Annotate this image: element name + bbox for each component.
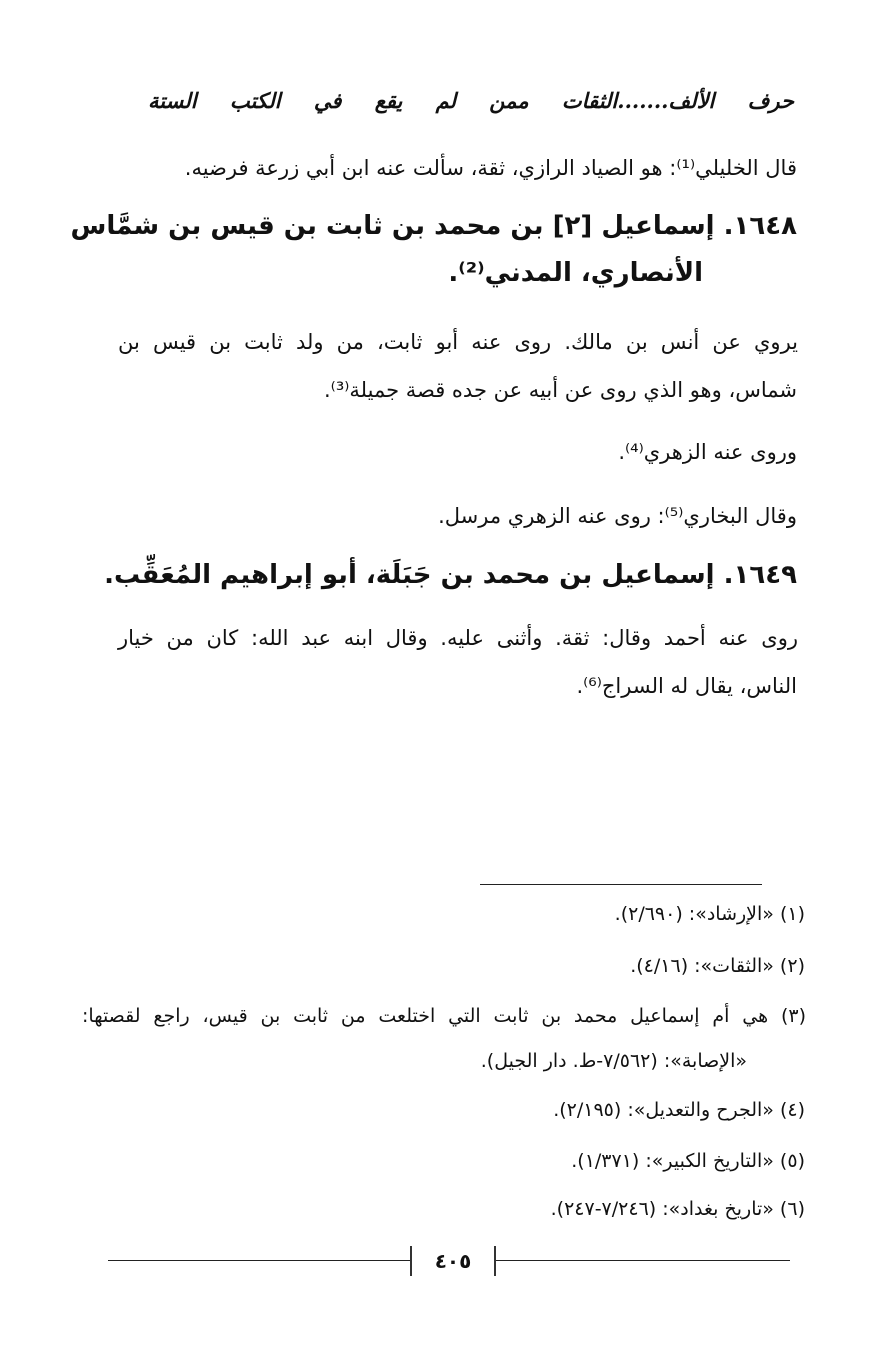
footnote-6: (٦) «تاريخ بغداد»: (٧/٢٤٦-٢٤٧). xyxy=(550,1198,805,1220)
page-number: ٤٠٥ xyxy=(410,1246,496,1276)
entry-1648-title-line2: الأنصاري، المدني⁽²⁾. xyxy=(448,258,703,288)
paragraph-1649-line1: روى عنه أحمد وقال: ثقة. وأثنى عليه. وقال ابنه عبد الله: كان من خيار xyxy=(118,626,798,650)
paragraph-khalili: قال الخليلي⁽¹⁾: هو الصياد الرازي، ثقة، سألت عنه ابن أبي زرعة فرضيه. xyxy=(184,156,797,180)
paragraph-1648-line2: شماس، وهو الذي روى عن أبيه عن جده قصة جميلة⁽³⁾. xyxy=(323,378,797,402)
footnote-3-line2: «الإصابة»: (٧/٥٦٢-ط. دار الجيل). xyxy=(480,1050,747,1072)
running-header: حرف الألف.......الثقات ممن لم يقع في الكتب الستة xyxy=(148,88,794,113)
footnote-1: (١) «الإرشاد»: (٢/٦٩٠). xyxy=(614,903,805,925)
paragraph-zuhri: وروى عنه الزهري⁽⁴⁾. xyxy=(618,440,797,464)
footnote-4: (٤) «الجرح والتعديل»: (٢/١٩٥). xyxy=(553,1099,805,1121)
footnote-separator xyxy=(480,884,762,885)
footnote-2: (٢) «الثقات»: (٤/١٦). xyxy=(630,955,805,977)
footnote-5: (٥) «التاريخ الكبير»: (١/٣٧١). xyxy=(571,1150,805,1172)
paragraph-bukhari: وقال البخاري⁽⁵⁾: روى عنه الزهري مرسل. xyxy=(438,504,797,528)
paragraph-1649-line2: الناس، يقال له السراج⁽⁶⁾. xyxy=(576,674,797,698)
entry-1648-title-line1: ١٦٤٨. إسماعيل [٢] بن محمد بن ثابت بن قيس بن شمَّاس xyxy=(70,211,797,241)
footnote-3-line1: (٣) هي أم إسماعيل محمد بن ثابت التي اختلعت من ثابت بن قيس، راجع لقصتها: xyxy=(82,1005,806,1027)
entry-1649-title: ١٦٤٩. إسماعيل بن محمد بن جَبَلَة، أبو إبراهيم المُعَقِّب. xyxy=(104,560,797,590)
paragraph-1648-line1: يروي عن أنس بن مالك. روى عنه أبو ثابت، من ولد ثابت بن قيس بن xyxy=(118,330,798,354)
